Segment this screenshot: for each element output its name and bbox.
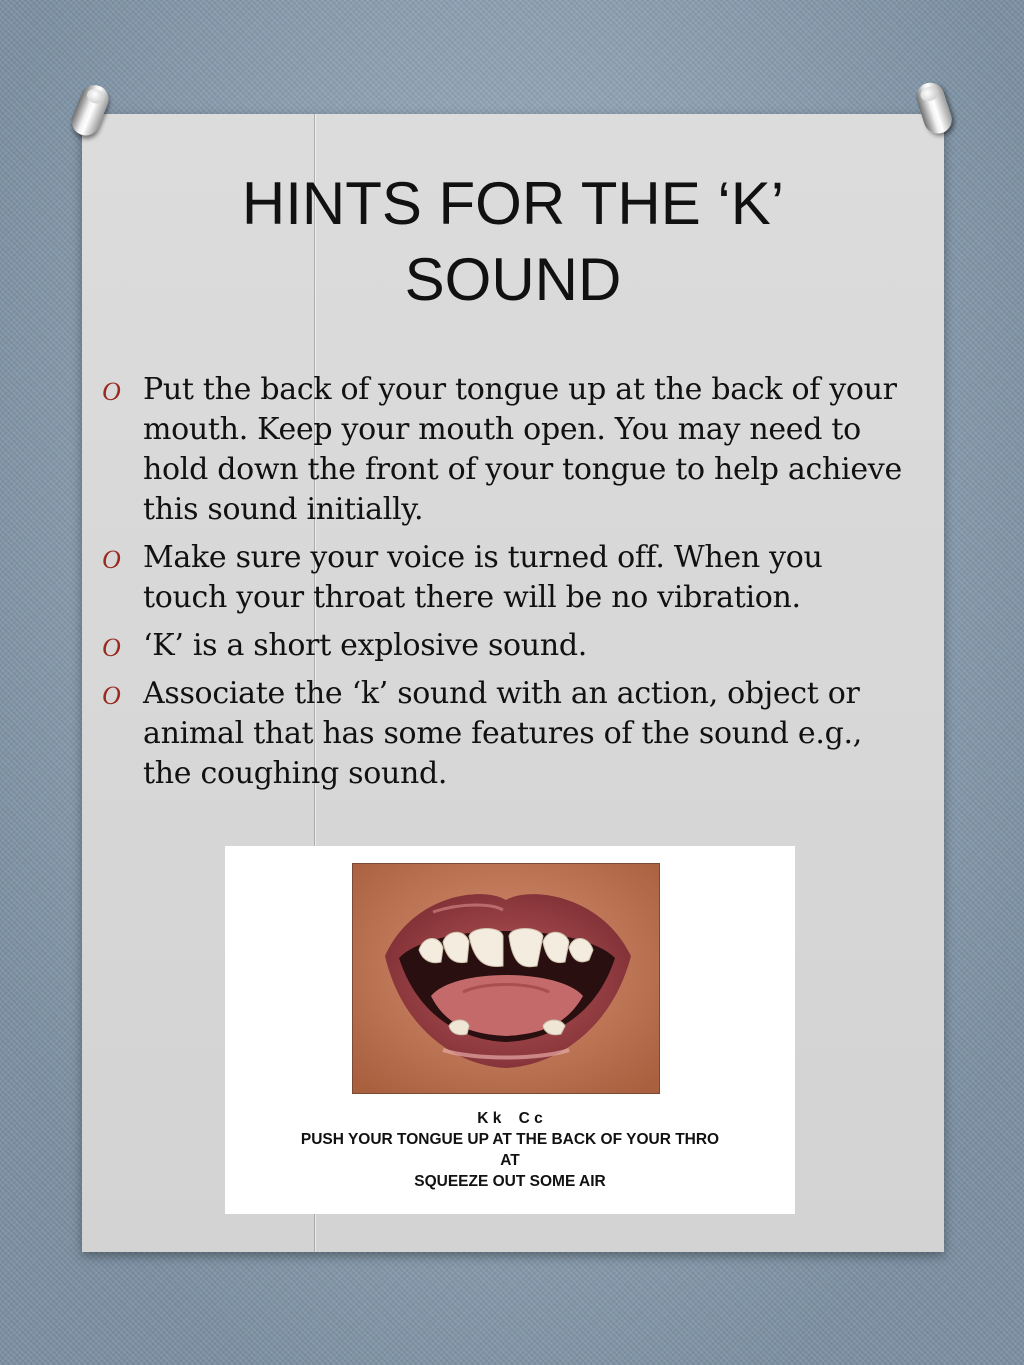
bullet-marker-icon: O: [102, 633, 121, 662]
bullet-text: Associate the ‘k’ sound with an action, object or animal that has some features of the sound e.g., the coughing sound.: [143, 676, 862, 791]
slide-paper: [82, 114, 944, 1252]
caption-letters: K k C c: [477, 1110, 543, 1127]
bullet-text: ‘K’ is a short explosive sound.: [143, 628, 587, 663]
bullet-marker-icon: O: [102, 545, 121, 574]
open-mouth-photo: [352, 863, 660, 1094]
title-line-1: HINTS FOR THE ‘K’: [241, 170, 785, 237]
bullet-item: [102, 674, 912, 794]
caption-line-1: PUSH YOUR TONGUE UP AT THE BACK OF YOUR THRO: [300, 1131, 720, 1148]
bullet-item: [102, 538, 912, 618]
bullet-text: Make sure your voice is turned off. When you touch your throat there will be no vibration.: [143, 540, 823, 615]
mouth-figure: [225, 846, 795, 1214]
bullet-list: [102, 370, 912, 802]
bullet-marker-icon: O: [102, 681, 121, 710]
bullet-marker-icon: O: [102, 377, 121, 406]
caption-line-2: AT: [500, 1152, 520, 1169]
bullet-item: [102, 370, 912, 530]
title-line-2: SOUND: [404, 246, 622, 313]
bullet-item: [102, 626, 912, 666]
bullet-text: Put the back of your tongue up at the back of your mouth. Keep your mouth open. You may need to hold down the front of your tongue to help achieve this sound initially.: [143, 372, 902, 527]
slide-title: [82, 166, 944, 318]
caption-line-3: SQUEEZE OUT SOME AIR: [414, 1173, 606, 1190]
figure-caption: [225, 1108, 795, 1192]
